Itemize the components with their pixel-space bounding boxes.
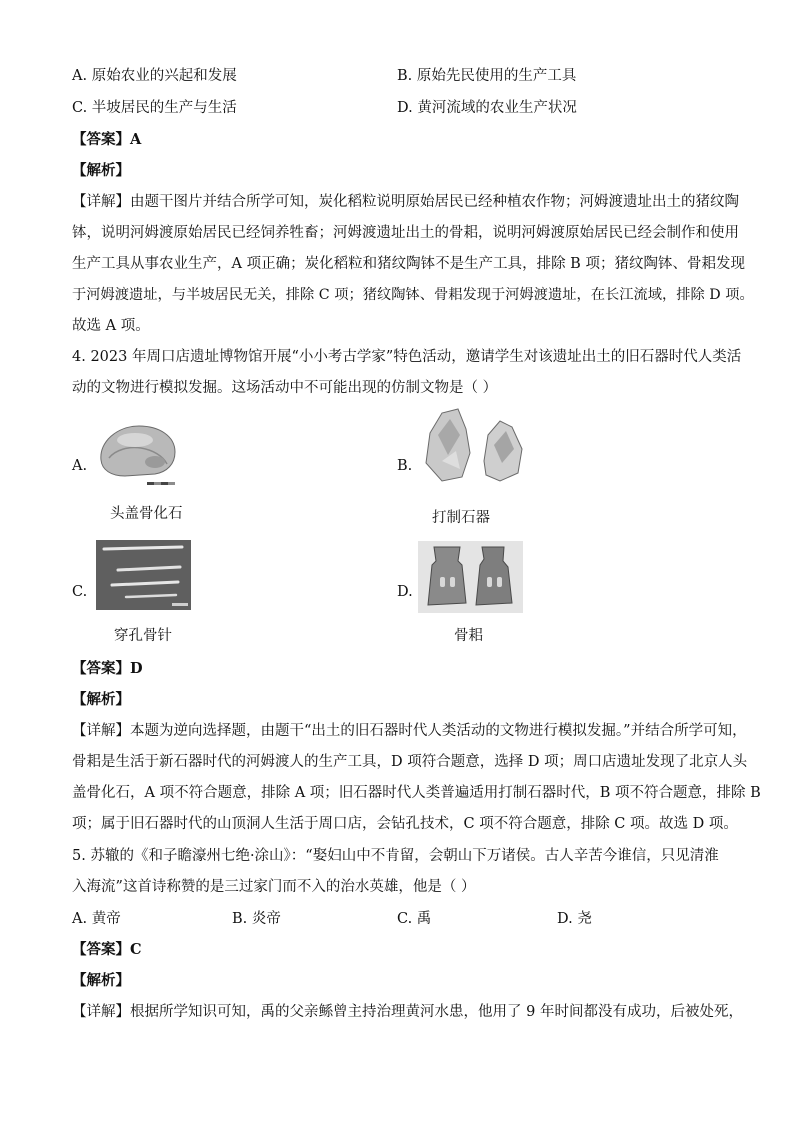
q4-stem-line: 动的文物进行模拟发掘。这场活动中不可能出现的仿制文物是（ ）	[72, 380, 498, 396]
q4-detail-line: 项；属于旧石器时代的山顶洞人生活于周口店，会钻孔技术，C 项不符合题意，排除 C 项。故选 D 项。	[72, 816, 738, 832]
q5-option-a: A. 黄帝	[72, 911, 121, 927]
q5-stem-line: 5. 苏辙的《和子瞻濠州七绝·涂山》：“娶妇山中不肯留，会朝山下万诸侯。古人辛苦今谁信，只见清淮	[72, 848, 719, 864]
q4-analysis-label: 【解析】	[72, 691, 130, 708]
q3-detail-line: 故选 A 项。	[72, 318, 150, 334]
bone-needles-image	[96, 540, 191, 610]
q5-answer: 【答案】C	[72, 941, 142, 958]
q3-detail-line: 于河姆渡遗址，与半坡居民无关，排除 C 项；猪纹陶钵、骨耜发现于河姆渡遗址，在长江流域，排除 D 项。	[72, 287, 754, 303]
q4-option-d-caption: 骨耜	[454, 628, 483, 644]
chipped-stone-tools-image	[418, 405, 528, 487]
q5-detail-line: 【详解】根据所学知识可知，禹的父亲鲧曾主持治理黄河水患，他用了 9 年时间都没有成功，后被处死，	[72, 1004, 743, 1020]
q3-detail-line: 生产工具从事农业生产，A 项正确；炭化稻粒和猪纹陶钵不是生产工具，排除 B 项；猪纹陶钵、骨耜发现	[72, 256, 745, 272]
q4-detail-line: 盖骨化石，A 项不符合题意，排除 A 项；旧石器时代人类普遍适用打制石器时代，B 项不符合题意，排除 B	[72, 785, 761, 801]
q3-detail-line: 钵，说明河姆渡原始居民已经饲养牲畜；河姆渡遗址出土的骨耜，说明河姆渡原始居民已经会制作和使用	[72, 225, 739, 241]
q4-option-b-caption: 打制石器	[432, 510, 490, 526]
q3-answer: 【答案】A	[72, 131, 142, 148]
q5-analysis-label: 【解析】	[72, 972, 130, 989]
q5-option-b: B. 炎帝	[232, 911, 281, 927]
q4-option-d-label: D.	[397, 584, 413, 600]
q3-detail-line: 【详解】由题干图片并结合所学可知，炭化稻粒说明原始居民已经种植农作物；河姆渡遗址出土的猪纹陶	[72, 194, 739, 210]
q3-option-b: B. 原始先民使用的生产工具	[397, 68, 577, 84]
q4-detail-line: 【详解】本题为逆向选择题，由题干“出土的旧石器时代人类活动的文物进行模拟发掘。”并结合所学可知，	[72, 723, 747, 739]
q4-option-a-caption: 头盖骨化石	[110, 506, 183, 522]
q4-detail-line: 骨耜是生活于新石器时代的河姆渡人的生产工具，D 项符合题意，选择 D 项；周口店遗址发现了北京人头	[72, 754, 748, 770]
q5-option-c: C. 禹	[397, 911, 432, 927]
bone-spades-image	[418, 541, 523, 613]
q3-option-a: A. 原始农业的兴起和发展	[72, 68, 237, 84]
q3-analysis-label: 【解析】	[72, 162, 130, 179]
q4-option-a-label: A.	[72, 458, 88, 474]
q4-answer: 【答案】D	[72, 660, 143, 677]
q3-option-d: D. 黄河流域的农业生产状况	[397, 100, 577, 116]
q5-option-d: D. 尧	[557, 911, 592, 927]
skull-fossil-image	[95, 420, 180, 490]
q4-option-c-label: C.	[72, 584, 88, 600]
q4-option-c-caption: 穿孔骨针	[114, 628, 172, 644]
q5-stem-line: 入海流”这首诗称赞的是三过家门而不入的治水英雄，他是（ ）	[72, 879, 476, 895]
q3-option-c: C. 半坡居民的生产与生活	[72, 100, 237, 116]
q4-stem-line: 4. 2023 年周口店遗址博物馆开展“小小考古学家”特色活动，邀请学生对该遗址出土的旧石器时代人类活	[72, 349, 742, 365]
q4-option-b-label: B.	[397, 458, 413, 474]
